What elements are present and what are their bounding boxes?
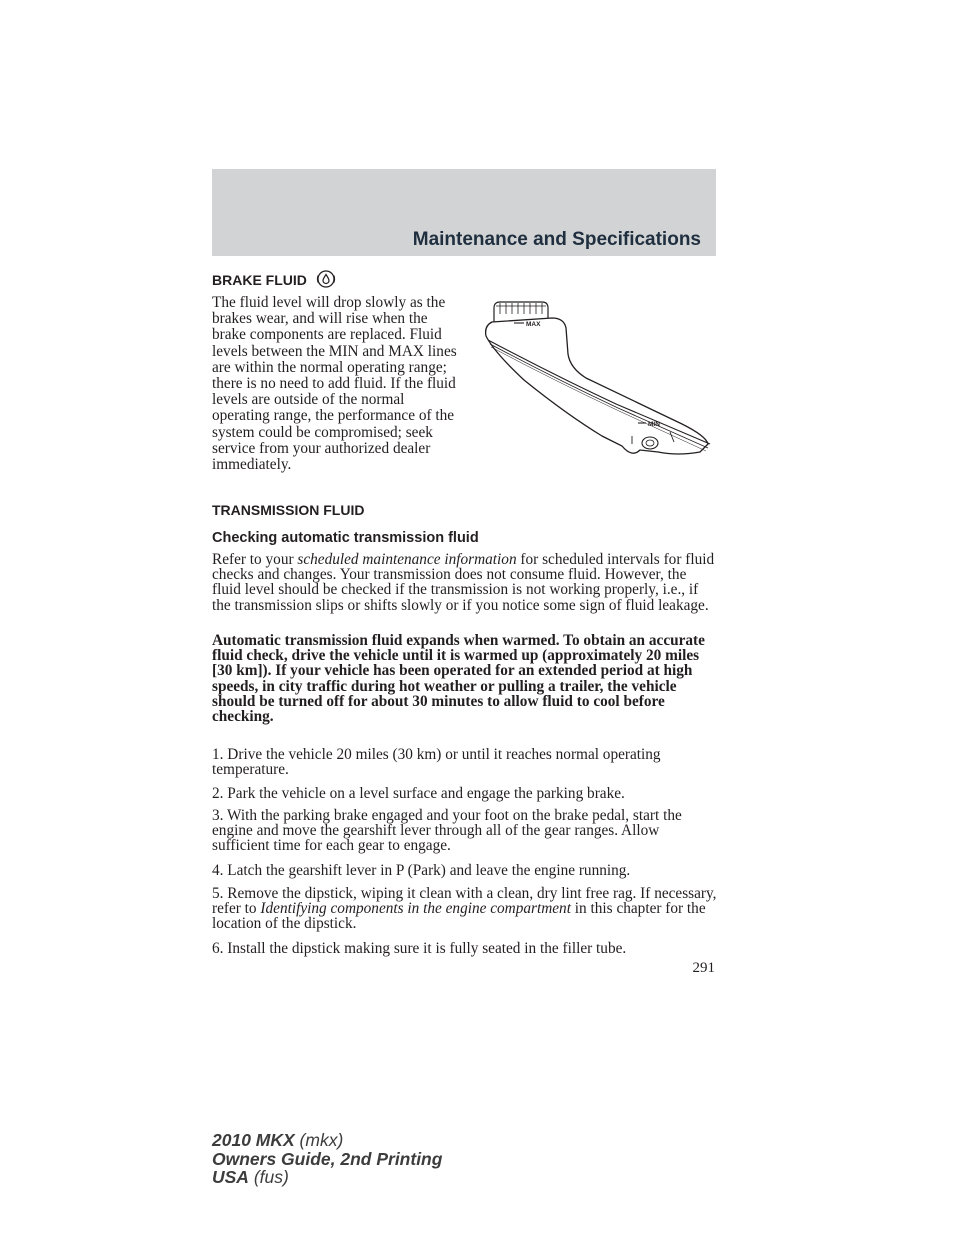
max-label: MAX: [526, 321, 541, 328]
brake-fluid-reservoir-illustration: [482, 296, 714, 463]
document-footer: [212, 1131, 442, 1187]
chapter-header-band: [212, 169, 716, 256]
step-1: 1. Drive the vehicle 20 miles (30 km) or until it reaches normal operating temperature.: [212, 746, 661, 779]
transmission-intro-paragraph: Refer to your scheduled maintenance information for scheduled intervals for fluid checks and changes. Your transmission does not consume fluid. However, the fluid level should be checked if the transmission is not working properly, i.e., if the transmission slips or shifts slowly or if you notice some sign of fluid leakage.: [212, 551, 715, 614]
page-number: 291: [692, 960, 715, 976]
engine-compartment-reference: Identifying components in the engine compartment: [260, 900, 571, 918]
brake-fluid-heading: BRAKE FLUID: [212, 272, 307, 288]
scheduled-maintenance-reference: scheduled maintenance information: [297, 551, 517, 568]
step-3: 3. With the parking brake engaged and your foot on the brake pedal, start the engine and move the gearshift lever through all of the gear ranges. Allow sufficient time for each gear to engage.: [212, 807, 682, 855]
step-6: 6. Install the dipstick making sure it is fully seated in the filler tube.: [212, 940, 627, 957]
footer-line-2: Owners Guide, 2nd Printing: [212, 1148, 443, 1169]
transmission-fluid-heading: TRANSMISSION FLUID: [212, 502, 365, 518]
warm-fluid-warning: Automatic transmission fluid expands when warmed. To obtain an accurate fluid check, drive the vehicle until it is warmed up (approximately 20 miles [30 km]). If your vehicle has been operated for an extended period at high speeds, in city traffic during hot weather or pulling a trailer, the vehicle should be turned off for about 30 minutes to allow fluid to cool before checking.: [212, 632, 705, 726]
chapter-title: Maintenance and Specifications: [412, 229, 701, 250]
footer-line-3: USA (fus): [212, 1167, 289, 1187]
min-label: MIN: [648, 421, 660, 428]
brake-fluid-heading-row: [212, 270, 337, 291]
footer-line-1: 2010 MKX (mkx): [212, 1130, 344, 1150]
brake-fluid-paragraph: The fluid level will drop slowly as the brakes wear, and will rise when the brake components are replaced. Fluid levels between the MIN and MAX lines are within the normal operating range; there is no need to add fluid. If the fluid levels are outside of the normal operating range, the performance of the system could be compromised; seek service from your authorized dealer immediately.: [212, 294, 457, 474]
step-4: 4. Latch the gearshift lever in P (Park) and leave the engine running.: [212, 862, 631, 879]
brake-fluid-icon: [315, 270, 337, 291]
step-2: 2. Park the vehicle on a level surface and engage the parking brake.: [212, 785, 625, 802]
checking-transmission-fluid-subheading: Checking automatic transmission fluid: [212, 530, 479, 546]
step-5: 5. Remove the dipstick, wiping it clean with a clean, dry lint free rag. If necessary, refer to Identifying components in the engine compartment in this chapter for the location of the dipstick.: [212, 885, 717, 933]
